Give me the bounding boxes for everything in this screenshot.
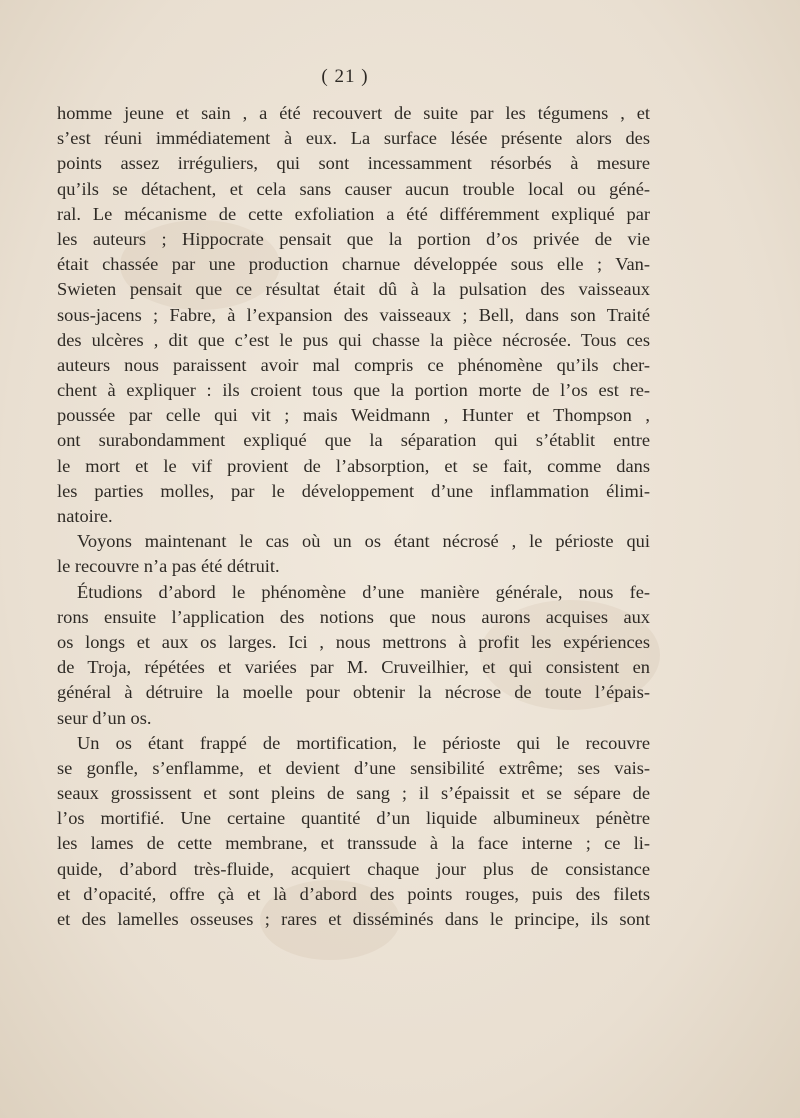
text-line: des ulcères , dit que c’est le pus qui chasse la pièce nécrosée. Tous ces [57, 329, 650, 350]
text-line: rons ensuite l’application des notions que nous aurons acquises aux [57, 606, 650, 627]
text-line: sous-jacens ; Fabre, à l’expansion des vaisseaux ; Bell, dans son Traité [57, 304, 650, 325]
text-line: Voyons maintenant le cas où un os étant nécrosé , le périoste qui [77, 531, 650, 552]
text-line: poussée par celle qui vit ; mais Weidmann , Hunter et Thompson , [57, 405, 650, 426]
text-line: s’est réuni immédiatement à eux. La surface lésée présente alors des [57, 128, 650, 149]
text-line: qu’ils se détachent, et cela sans causer aucun trouble local ou géné- [57, 178, 650, 199]
text-line: chent à expliquer : ils croient tous que la portion morte de l’os est re- [57, 380, 650, 401]
text-line: l’os mortifié. Une certaine quantité d’un liquide albumineux pénètre [57, 808, 650, 829]
text-line: le recouvre n’a pas été détruit. [57, 556, 280, 577]
text-line: os longs et aux os larges. Ici , nous mettrons à profit les expériences [57, 631, 650, 652]
text-line: seur d’un os. [57, 707, 152, 728]
text-line: natoire. [57, 506, 113, 526]
text-line: les auteurs ; Hippocrate pensait que la portion d’os privée de vie [57, 228, 650, 249]
text-line: quide, d’abord très-fluide, acquiert chaque jour plus de consistance [57, 858, 650, 879]
text-line: le mort et le vif provient de l’absorption, et se fait, comme dans [57, 455, 650, 476]
body-text [57, 101, 650, 932]
text-line: de Troja, répétées et variées par M. Cruveilhier, et qui consistent en [57, 657, 650, 678]
text-line: Étudions d’abord le phénomène d’une manière générale, nous fe- [77, 581, 650, 602]
page-number: ( 21 ) [321, 66, 369, 87]
text-line: Un os étant frappé de mortification, le périoste qui le recouvre [77, 732, 650, 753]
text-line: et des lamelles osseuses ; rares et disséminés dans le principe, ils sont [57, 909, 650, 929]
text-line: les lames de cette membrane, et transsude à la face interne ; ce li- [57, 833, 650, 854]
text-line: se gonfle, s’enflamme, et devient d’une sensibilité extrême; ses vais- [57, 757, 650, 778]
text-line: homme jeune et sain , a été recouvert de suite par les tégumens , et [57, 103, 650, 123]
text-line: général à détruire la moelle pour obtenir la nécrose de toute l’épais- [57, 682, 650, 703]
text-line: auteurs nous paraissent avoir mal compris ce phénomène qu’ils cher- [57, 354, 650, 375]
text-line: les parties molles, par le développement d’une inflammation élimi- [57, 480, 650, 501]
text-line: était chassée par une production charnue développée sous elle ; Van- [57, 254, 650, 275]
text-line: seaux grossissent et sont pleins de sang ; il s’épaissit et se sépare de [57, 783, 650, 804]
text-line: points assez irréguliers, qui sont incessamment résorbés à mesure [57, 153, 650, 174]
text-line: ont surabondamment expliqué que la séparation qui s’établit entre [57, 430, 650, 451]
text-line: Swieten pensait que ce résultat était dû à la pulsation des vaisseaux [57, 279, 650, 300]
text-line: et d’opacité, offre çà et là d’abord des points rouges, puis des filets [57, 883, 650, 904]
text-line: ral. Le mécanisme de cette exfoliation a été différemment expliqué par [57, 203, 650, 224]
